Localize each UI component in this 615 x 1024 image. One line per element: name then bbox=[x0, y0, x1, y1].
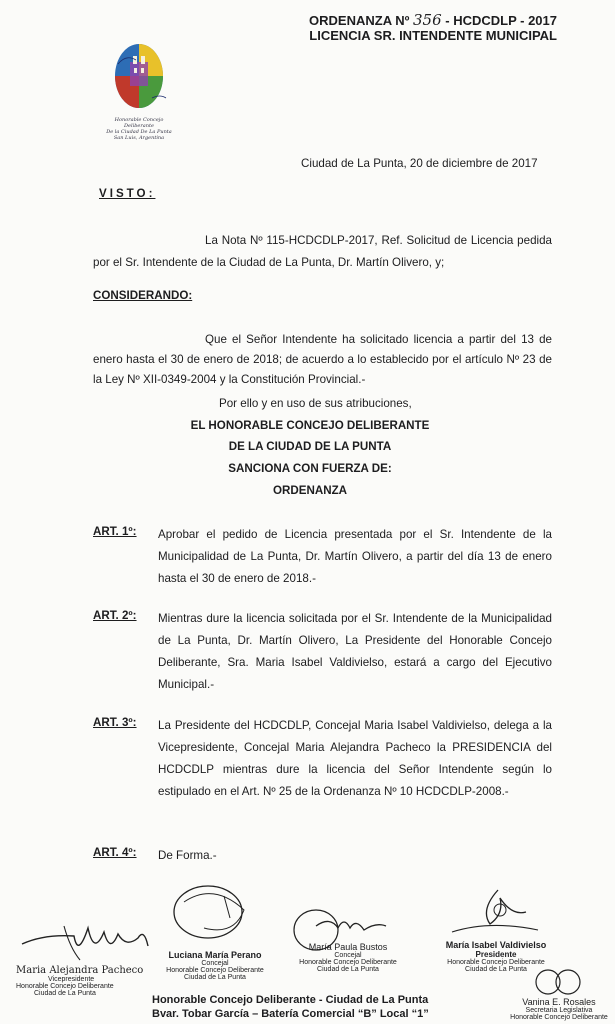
council-logo bbox=[106, 40, 172, 150]
signer-role: Vicepresidente bbox=[48, 976, 95, 983]
footer-line-2: Bvar. Tobar García – Batería Comercial “B” Local “1” bbox=[152, 1008, 429, 1020]
signer-name: Maria Alejandra Pacheco bbox=[16, 965, 144, 976]
logo-caption-line1: Honorable Concejo Deliberante bbox=[114, 117, 164, 129]
signature-block-bustos bbox=[298, 942, 398, 973]
signature-scribble-perano bbox=[164, 872, 274, 952]
sanction-line-3: SANCIONA CON FUERZA DE: bbox=[228, 462, 392, 475]
footer-line-1: Honorable Concejo Deliberante - Ciudad de La Punta bbox=[152, 994, 429, 1006]
ordinance-subtitle: LICENCIA SR. INTENDENTE MUNICIPAL bbox=[309, 28, 557, 43]
sanction-line-2: DE LA CIUDAD DE LA PUNTA bbox=[228, 440, 392, 453]
signer-role: Concejal bbox=[334, 952, 362, 959]
signature-block-valdivielso bbox=[440, 940, 552, 973]
signer-org: Honorable Concejo Deliberante bbox=[16, 983, 114, 990]
article-1-text: Aprobar el pedido de Licencia presentada por el Sr. Intendente de la Municipalidad de La Punta, Dr. Martín Olivero, a partir del día 13 de enero hasta el 30 de enero de 2018.- bbox=[158, 528, 552, 585]
considerando-heading: CONSIDERANDO: bbox=[93, 289, 193, 302]
signature-block-perano bbox=[160, 950, 270, 981]
sanction-line-4: ORDENANZA bbox=[272, 484, 348, 497]
visto-heading: VISTO: bbox=[99, 187, 156, 200]
article-4-text: De Forma.- bbox=[158, 849, 217, 862]
date-line: Ciudad de La Punta, 20 de diciembre de 2017 bbox=[301, 157, 538, 170]
visto-text: La Nota Nº 115-HCDCDLP-2017, Ref. Solicitud de Licencia pedida por el Sr. Intendente de la Ciudad de La Punta, Dr. Martín Olivero, y; bbox=[93, 234, 552, 269]
attributions-line: Por ello y en uso de sus atribuciones, bbox=[219, 397, 412, 410]
article-3-label: ART. 3º: bbox=[93, 716, 137, 729]
signer-name: Vanina E. Rosales bbox=[522, 997, 596, 1007]
signer-city: Ciudad de La Punta bbox=[465, 966, 527, 973]
signer-org: Honorable Concejo Deliberante bbox=[166, 967, 264, 974]
signer-city: Ciudad de La Punta bbox=[34, 990, 96, 997]
signer-name: Luciana María Perano bbox=[168, 950, 262, 960]
article-4-label: ART. 4º: bbox=[93, 846, 137, 859]
signer-name: María Paula Bustos bbox=[308, 942, 388, 952]
sanction-line-1: EL HONORABLE CONCEJO DELIBERANTE bbox=[190, 419, 430, 432]
signature-block-pacheco bbox=[16, 965, 143, 997]
ordinance-title bbox=[309, 12, 557, 29]
logo-caption-line2: De la Ciudad De La Punta bbox=[106, 129, 172, 135]
signer-role: Concejal bbox=[201, 960, 229, 967]
ordinance-suffix: - HCDCDLP - 2017 bbox=[445, 13, 557, 28]
article-3-text: La Presidente del HCDCDLP, Concejal Maria Isabel Valdivielso, delega a la Vicepresidente, Concejal Maria Alejandra Pacheco la PRESIDENCIA del HCDCDLP mientras dure la licencia del Señor Intendente según lo estipulado en el Art. Nº 25 de la Ordenanza Nº 10 HCDCDLP-2008.- bbox=[158, 719, 552, 798]
signer-org: Honorable Concejo Deliberante bbox=[299, 959, 397, 966]
logo-caption-line3: San Luis, Argentina bbox=[113, 135, 165, 141]
signer-role: Presidente bbox=[475, 950, 517, 959]
signer-name: María Isabel Valdivielso bbox=[445, 940, 547, 950]
signer-org: Honorable Concejo Deliberante bbox=[510, 1014, 608, 1021]
ordinance-number: 356 bbox=[413, 11, 442, 29]
article-1-label: ART. 1º: bbox=[93, 525, 137, 538]
signer-org: Honorable Concejo Deliberante bbox=[447, 959, 545, 966]
signer-city: Ciudad de La Punta bbox=[184, 974, 246, 981]
council-emblem-icon bbox=[106, 40, 172, 112]
signer-city: Ciudad de La Punta bbox=[317, 966, 379, 973]
signer-role: Secretaria Legislativa bbox=[525, 1007, 593, 1014]
signature-scribble-pacheco bbox=[14, 908, 154, 968]
signature-block-rosales bbox=[508, 997, 610, 1021]
article-2-text: Mientras dure la licencia solicitada por el Sr. Intendente de la Municipalidad de La Punta, Dr. Martín Olivero, La Presidente del Honorable Concejo Deliberante, Sra. Maria Isabel Valdivielso, estará a cargo del Ejecutivo Municipal.- bbox=[158, 612, 552, 691]
ordinance-prefix: ORDENANZA Nº bbox=[309, 13, 410, 28]
considerando-text: Que el Señor Intendente ha solicitado licencia a partir del 13 de enero hasta el 30 de enero de 2018; de acuerdo a lo establecido por el artículo Nº 23 de la Ley Nº XII-0349-2004 y la Constitución Provincial.- bbox=[93, 333, 552, 386]
article-2-label: ART. 2º: bbox=[93, 609, 137, 622]
